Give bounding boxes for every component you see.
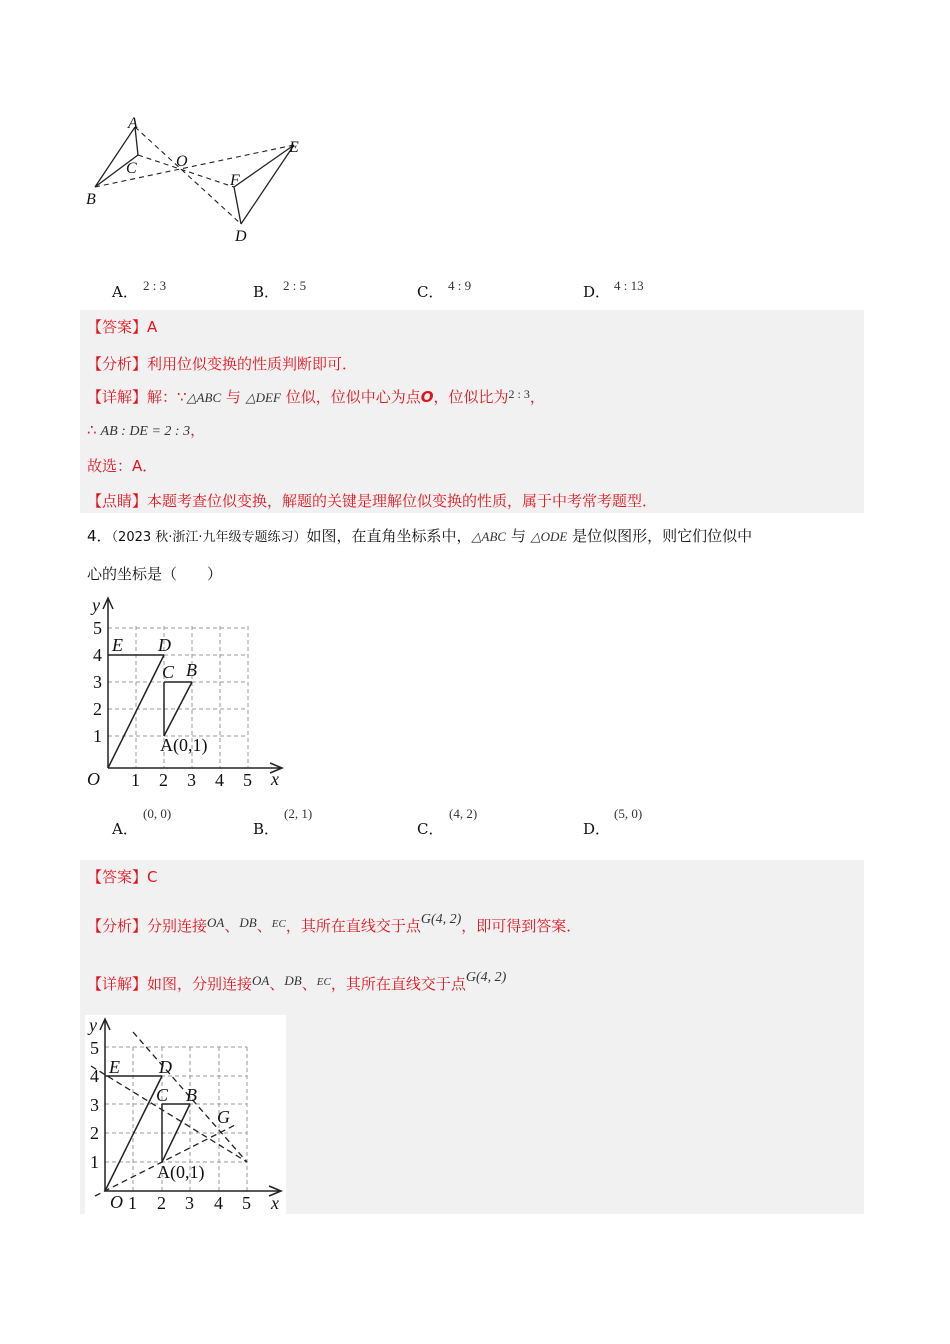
label-B: B <box>86 191 96 208</box>
separator: 、 <box>224 917 240 935</box>
x-tick-1: 1 <box>131 770 140 790</box>
x-tick-4: 4 <box>214 1193 223 1213</box>
detail-text: 如图，分别连接 <box>147 975 253 993</box>
q3-option-a[interactable]: A． <box>112 283 138 301</box>
label-D: D <box>159 1057 172 1077</box>
detail-text: ， <box>190 421 206 439</box>
q3-analysis-line <box>87 353 357 374</box>
y-tick-2: 2 <box>93 699 102 719</box>
origin-label: O <box>87 769 100 789</box>
detail-tag: 【详解】 <box>87 388 148 406</box>
label-D: D <box>158 635 171 655</box>
label-F: F <box>230 172 240 189</box>
triangle-def: △DEF <box>245 390 281 405</box>
analysis-text: ，其所在直线交于点 <box>285 917 421 935</box>
q3-option-d-value: 4 : 13 <box>614 278 644 293</box>
label-C: C <box>126 160 137 177</box>
q3-option-c-value: 4 : 9 <box>448 278 472 293</box>
y-tick-3: 3 <box>93 672 102 692</box>
q3-option-a-value: 2 : 3 <box>143 278 167 293</box>
segment-db: DB <box>239 915 257 930</box>
analysis-text: ，即可得到答案． <box>461 917 582 935</box>
separator: 、 <box>269 975 285 993</box>
segment-oa: OA <box>207 915 225 930</box>
y-tick-1: 1 <box>93 726 102 746</box>
q4-solution-graph <box>85 1015 286 1215</box>
triangle-abc: △ABC <box>186 390 222 405</box>
point-g: G(4, 2) <box>420 912 462 927</box>
y-tick-2: 2 <box>90 1123 99 1143</box>
stem-text: 如图，在直角坐标系中， <box>306 527 472 545</box>
label-D: D <box>235 228 247 245</box>
q4-detail-line <box>87 970 506 994</box>
label-A: A(0,1) <box>160 735 208 755</box>
detail-text: 解：∵ <box>147 388 187 406</box>
detail-text: ，其所在直线交于点 <box>330 975 466 993</box>
point-o: O <box>420 388 434 406</box>
analysis-text: 利用位似变换的性质判断即可． <box>147 355 358 373</box>
label-E: E <box>112 635 123 655</box>
q3-comment-line <box>87 490 657 511</box>
therefore-expression: AB : DE = 2 : 3 <box>100 424 191 439</box>
segment-db: DB <box>284 973 302 988</box>
x-axis-label: x <box>271 769 279 789</box>
comment-tag: 【点睛】 <box>87 492 148 510</box>
x-tick-1: 1 <box>128 1193 137 1213</box>
detail-text: ，位似比为 <box>433 388 509 406</box>
q3-therefore-line <box>87 419 205 440</box>
triangle-ode: △ODE <box>530 529 568 544</box>
stem-text: 是位似图形，则它们位似中 <box>567 527 753 545</box>
answer-tag: 【答案】 <box>87 868 148 886</box>
q4-option-a[interactable]: A． <box>112 820 138 838</box>
x-axis-label: x <box>271 1193 279 1213</box>
x-tick-5: 5 <box>242 1193 251 1213</box>
q3-figure <box>80 112 320 247</box>
answer-value: A <box>147 318 158 336</box>
y-axis-label: y <box>92 595 100 615</box>
segment-oa: OA <box>252 973 270 988</box>
detail-text: 与 <box>221 388 246 406</box>
q4-option-b[interactable]: B． <box>253 820 280 838</box>
q4-stem-line1 <box>87 525 752 546</box>
origin-label: O <box>110 1192 123 1212</box>
y-tick-4: 4 <box>93 645 102 665</box>
q4-option-a-value: (0, 0) <box>143 806 172 821</box>
answer-tag: 【答案】 <box>87 318 148 336</box>
detail-text: ， <box>529 388 545 406</box>
y-tick-3: 3 <box>90 1095 99 1115</box>
y-tick-4: 4 <box>90 1066 99 1086</box>
x-tick-3: 3 <box>187 770 196 790</box>
comment-text: 本题考查位似变换，解题的关键是理解位似变换的性质，属于中考常考题型． <box>147 492 658 510</box>
label-B: B <box>186 1085 197 1105</box>
label-E: E <box>109 1057 120 1077</box>
segment-ec: EC <box>271 918 286 930</box>
analysis-tag: 【分析】 <box>87 917 148 935</box>
x-tick-4: 4 <box>215 770 224 790</box>
triangle-abc: △ABC <box>471 529 507 544</box>
label-C: C <box>162 662 175 682</box>
q4-option-d-value: (5, 0) <box>614 806 643 821</box>
y-tick-5: 5 <box>90 1038 99 1058</box>
separator: 、 <box>256 917 272 935</box>
q4-option-c[interactable]: C． <box>417 820 444 838</box>
q3-choice-line: 故选：A． <box>87 457 158 475</box>
q4-answer-line <box>87 866 158 887</box>
q4-stem-line2: 心的坐标是（ ） <box>87 565 223 583</box>
q3-detail-line <box>87 386 545 407</box>
label-E: E <box>289 139 299 156</box>
segment-ec: EC <box>316 976 331 988</box>
question-number: 4． <box>87 527 112 545</box>
separator: 、 <box>301 975 317 993</box>
label-G: G <box>217 1107 230 1127</box>
y-tick-5: 5 <box>93 618 102 638</box>
x-tick-2: 2 <box>157 1193 166 1213</box>
q4-option-c-value: (4, 2) <box>449 806 478 821</box>
analysis-tag: 【分析】 <box>87 355 148 373</box>
q3-option-b[interactable]: B． <box>253 283 280 301</box>
detail-text: 位似，位似中心为点 <box>280 388 421 406</box>
label-B: B <box>186 660 197 680</box>
y-tick-1: 1 <box>90 1152 99 1172</box>
q4-analysis-line <box>87 912 581 936</box>
q4-graph <box>80 592 290 792</box>
y-axis-label: y <box>89 1015 97 1035</box>
detail-tag: 【详解】 <box>87 975 148 993</box>
question-source: （2023 秋·浙江·九年级专题练习） <box>111 530 307 545</box>
x-tick-3: 3 <box>185 1193 194 1213</box>
q4-option-d[interactable]: D． <box>583 820 611 838</box>
x-tick-2: 2 <box>159 770 168 790</box>
label-O: O <box>176 153 188 170</box>
therefore-symbol: ∴ <box>87 421 97 439</box>
q3-option-c[interactable]: C． <box>417 283 444 301</box>
analysis-text: 分别连接 <box>147 917 208 935</box>
label-C: C <box>156 1085 169 1105</box>
q3-option-d[interactable]: D． <box>583 283 611 301</box>
q3-answer-box <box>80 310 864 513</box>
q4-option-b-value: (2, 1) <box>284 806 313 821</box>
point-g: G(4, 2) <box>465 970 507 985</box>
q3-answer-line <box>87 316 157 337</box>
q3-option-b-value: 2 : 5 <box>283 278 307 293</box>
label-A: A <box>128 115 138 132</box>
x-tick-5: 5 <box>243 770 252 790</box>
stem-text: 与 <box>506 527 531 545</box>
answer-value: C <box>147 868 158 886</box>
ratio: 2 : 3 <box>508 387 530 401</box>
label-A: A(0,1) <box>157 1162 205 1182</box>
